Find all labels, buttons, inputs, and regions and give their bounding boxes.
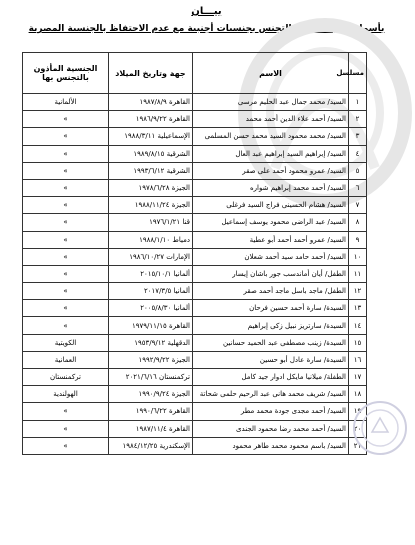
header-birth: جهة وتاريخ الميلاد <box>109 53 193 94</box>
table-row <box>23 179 367 196</box>
cell-nationality: » <box>23 403 109 420</box>
cell-name: الطفلة/ ميلانيا مايكل ادوار جيد كامل <box>193 369 349 386</box>
table-row <box>23 94 367 111</box>
cell-nationality: العمانية <box>23 351 109 368</box>
cell-name: السيد/ أحمد علاء الدين أحمد محمد <box>193 111 349 128</box>
table-row <box>23 248 367 265</box>
cell-serial: ٦ <box>349 179 367 196</box>
cell-name: الطفل/ أيان أماندسب جور باشان إيسار <box>193 265 349 282</box>
cell-birth: القاهرة ١٩٨٧/٨/٩ <box>109 94 193 111</box>
cell-birth: الشرقية ١٩٨٩/٨/١٥ <box>109 145 193 162</box>
cell-serial: ١١ <box>349 265 367 282</box>
table-row <box>23 317 367 334</box>
cell-serial: ١ <box>349 94 367 111</box>
cell-birth: الجيزة ١٩٨٨/١١/٢٤ <box>109 197 193 214</box>
cell-name: السيد/ هشام الحسينى فراج السيد فرغلى <box>193 197 349 214</box>
cell-serial: ٩ <box>349 231 367 248</box>
cell-birth: تركمنستان ٢٠٢١/٦/١٦ <box>109 369 193 386</box>
cell-nationality: تركمنستان <box>23 369 109 386</box>
cell-birth: الإسكندرية ١٩٨٤/١٢/٢٥ <box>109 437 193 454</box>
cell-birth: الجيزة ١٩٧٨/٦/٢٨ <box>109 179 193 196</box>
cell-serial: ١٠ <box>349 248 367 265</box>
table-header-row <box>23 53 367 94</box>
cell-serial: ٤ <box>349 145 367 162</box>
cell-serial: ١٦ <box>349 351 367 368</box>
cell-serial: ١٨ <box>349 386 367 403</box>
cell-birth: ألمانيا ٢٠١٧/٣/٥ <box>109 283 193 300</box>
cell-serial: ٧ <box>349 197 367 214</box>
cell-name: السيد/ أحمد مجدى جودة محمد مطر <box>193 403 349 420</box>
cell-nationality: » <box>23 283 109 300</box>
cell-name: السيد/ إبراهيم السيد إبراهيم عبد العال <box>193 145 349 162</box>
table-row <box>23 231 367 248</box>
cell-name: السيد/ عمرو محمود أحمد على صقر <box>193 162 349 179</box>
cell-birth: القاهرة ١٩٨٧/١١/٤ <box>109 420 193 437</box>
applicants-table <box>22 52 367 455</box>
cell-birth: الإمارات ١٩٨٦/١٠/٢٧ <box>109 248 193 265</box>
cell-nationality: » <box>23 128 109 145</box>
cell-nationality: » <box>23 145 109 162</box>
cell-birth: القاهرة ١٩٧٩/١١/١٥ <box>109 317 193 334</box>
table-row <box>23 369 367 386</box>
cell-nationality: » <box>23 214 109 231</box>
table-row <box>23 334 367 351</box>
table-row <box>23 403 367 420</box>
cell-serial: ٢٠ <box>349 420 367 437</box>
cell-name: السيد/ أحمد محمد رضا محمود الجندى <box>193 420 349 437</box>
cell-birth: ألمانيا ٢٠٠٥/٨/٣٠ <box>109 300 193 317</box>
cell-birth: الجيزة ١٩٩٠/٩/٢٤ <box>109 386 193 403</box>
cell-nationality: الألمانية <box>23 94 109 111</box>
cell-nationality: » <box>23 179 109 196</box>
document-title: بيـــان <box>191 6 222 17</box>
table-row <box>23 111 367 128</box>
cell-nationality: » <box>23 231 109 248</box>
cell-nationality: » <box>23 300 109 317</box>
cell-serial: ٢ <box>349 111 367 128</box>
cell-serial: ١٢ <box>349 283 367 300</box>
cell-birth: القاهرة ١٩٨٦/٩/٢٢ <box>109 111 193 128</box>
cell-serial: ١٤ <box>349 317 367 334</box>
cell-birth: الجيزة ١٩٩٢/٩/٢٢ <box>109 351 193 368</box>
cell-name: السيد/ عبد الراضى محمود يوسف إسماعيل <box>193 214 349 231</box>
cell-name: السيد/ أحمد حامد سيد أحمد شعلان <box>193 248 349 265</box>
cell-name: السيد/ محمد جمال عبد الحليم مرسى <box>193 94 349 111</box>
cell-serial: ٣ <box>349 128 367 145</box>
cell-nationality: الكويتية <box>23 334 109 351</box>
header-nationality: الجنسية المأذون بالتجنس بها <box>23 53 109 94</box>
table-row <box>23 265 367 282</box>
cell-name: السيدة/ سارة أحمد حسين فرحان <box>193 300 349 317</box>
table-row <box>23 351 367 368</box>
cell-name: السيدة/ زينب مصطفى عبد الحميد حسانين <box>193 334 349 351</box>
table-row <box>23 128 367 145</box>
cell-name: السيدة/ سارتريز نبيل زكى إبراهيم <box>193 317 349 334</box>
header-serial: مسلسل <box>349 53 367 94</box>
cell-nationality: » <box>23 197 109 214</box>
cell-nationality: » <box>23 162 109 179</box>
cell-nationality: » <box>23 265 109 282</box>
cell-nationality: » <box>23 420 109 437</box>
cell-nationality: » <box>23 437 109 454</box>
cell-serial: ١٣ <box>349 300 367 317</box>
cell-nationality: » <box>23 248 109 265</box>
cell-birth: الإسماعيلية ١٩٨٨/٣/١١ <box>109 128 193 145</box>
cell-name: السيد/ أحمد محمد إبراهيم شواره <box>193 179 349 196</box>
cell-serial: ٨ <box>349 214 367 231</box>
header-name: الاسم <box>193 53 349 94</box>
cell-name: السيد/ محمد محمود السيد محمد حسن المسلمى <box>193 128 349 145</box>
table-row <box>23 145 367 162</box>
table-row <box>23 214 367 231</box>
document-subtitle: بأسماء طالبى الإذن بالتجنس بجنسيات أجنبية مع عدم الاحتفاظ بالجنسية المصرية <box>28 24 385 34</box>
table-row <box>23 162 367 179</box>
table-row <box>23 283 367 300</box>
cell-birth: ألمانيا ٢٠١٥/١٠/١ <box>109 265 193 282</box>
cell-birth: القاهرة ١٩٩٠/٦/٢٢ <box>109 403 193 420</box>
cell-nationality: الهولندية <box>23 386 109 403</box>
cell-nationality: » <box>23 317 109 334</box>
cell-birth: قنا ١٩٧٦/١/٢١ <box>109 214 193 231</box>
table-row <box>23 197 367 214</box>
cell-name: السيد/ شريف محمد هانى عبد الرحيم حلمى شحاتة <box>193 386 349 403</box>
table-row <box>23 437 367 454</box>
cell-serial: ١٧ <box>349 369 367 386</box>
cell-serial: ١٩ <box>349 403 367 420</box>
cell-birth: الدقهلية ١٩٥٣/٩/١٢ <box>109 334 193 351</box>
cell-nationality: » <box>23 111 109 128</box>
table-row <box>23 300 367 317</box>
cell-name: السيد/ عمرو أحمد أحمد أبو عطية <box>193 231 349 248</box>
cell-serial: ٥ <box>349 162 367 179</box>
table-row <box>23 386 367 403</box>
cell-birth: دمياط ١٩٨٨/١/١٠ <box>109 231 193 248</box>
cell-serial: ١٥ <box>349 334 367 351</box>
cell-serial: ٢١ <box>349 437 367 454</box>
table-body <box>23 94 367 455</box>
table-row <box>23 420 367 437</box>
cell-name: الطفل/ ماجد باسل ماجد أحمد صقر <box>193 283 349 300</box>
cell-name: السيدة/ سارة عادل أبو حسين <box>193 351 349 368</box>
cell-name: السيد/ باسم محمود محمد طاهر محمود <box>193 437 349 454</box>
cell-birth: الشرقية ١٩٩٣/٦/١٢ <box>109 162 193 179</box>
